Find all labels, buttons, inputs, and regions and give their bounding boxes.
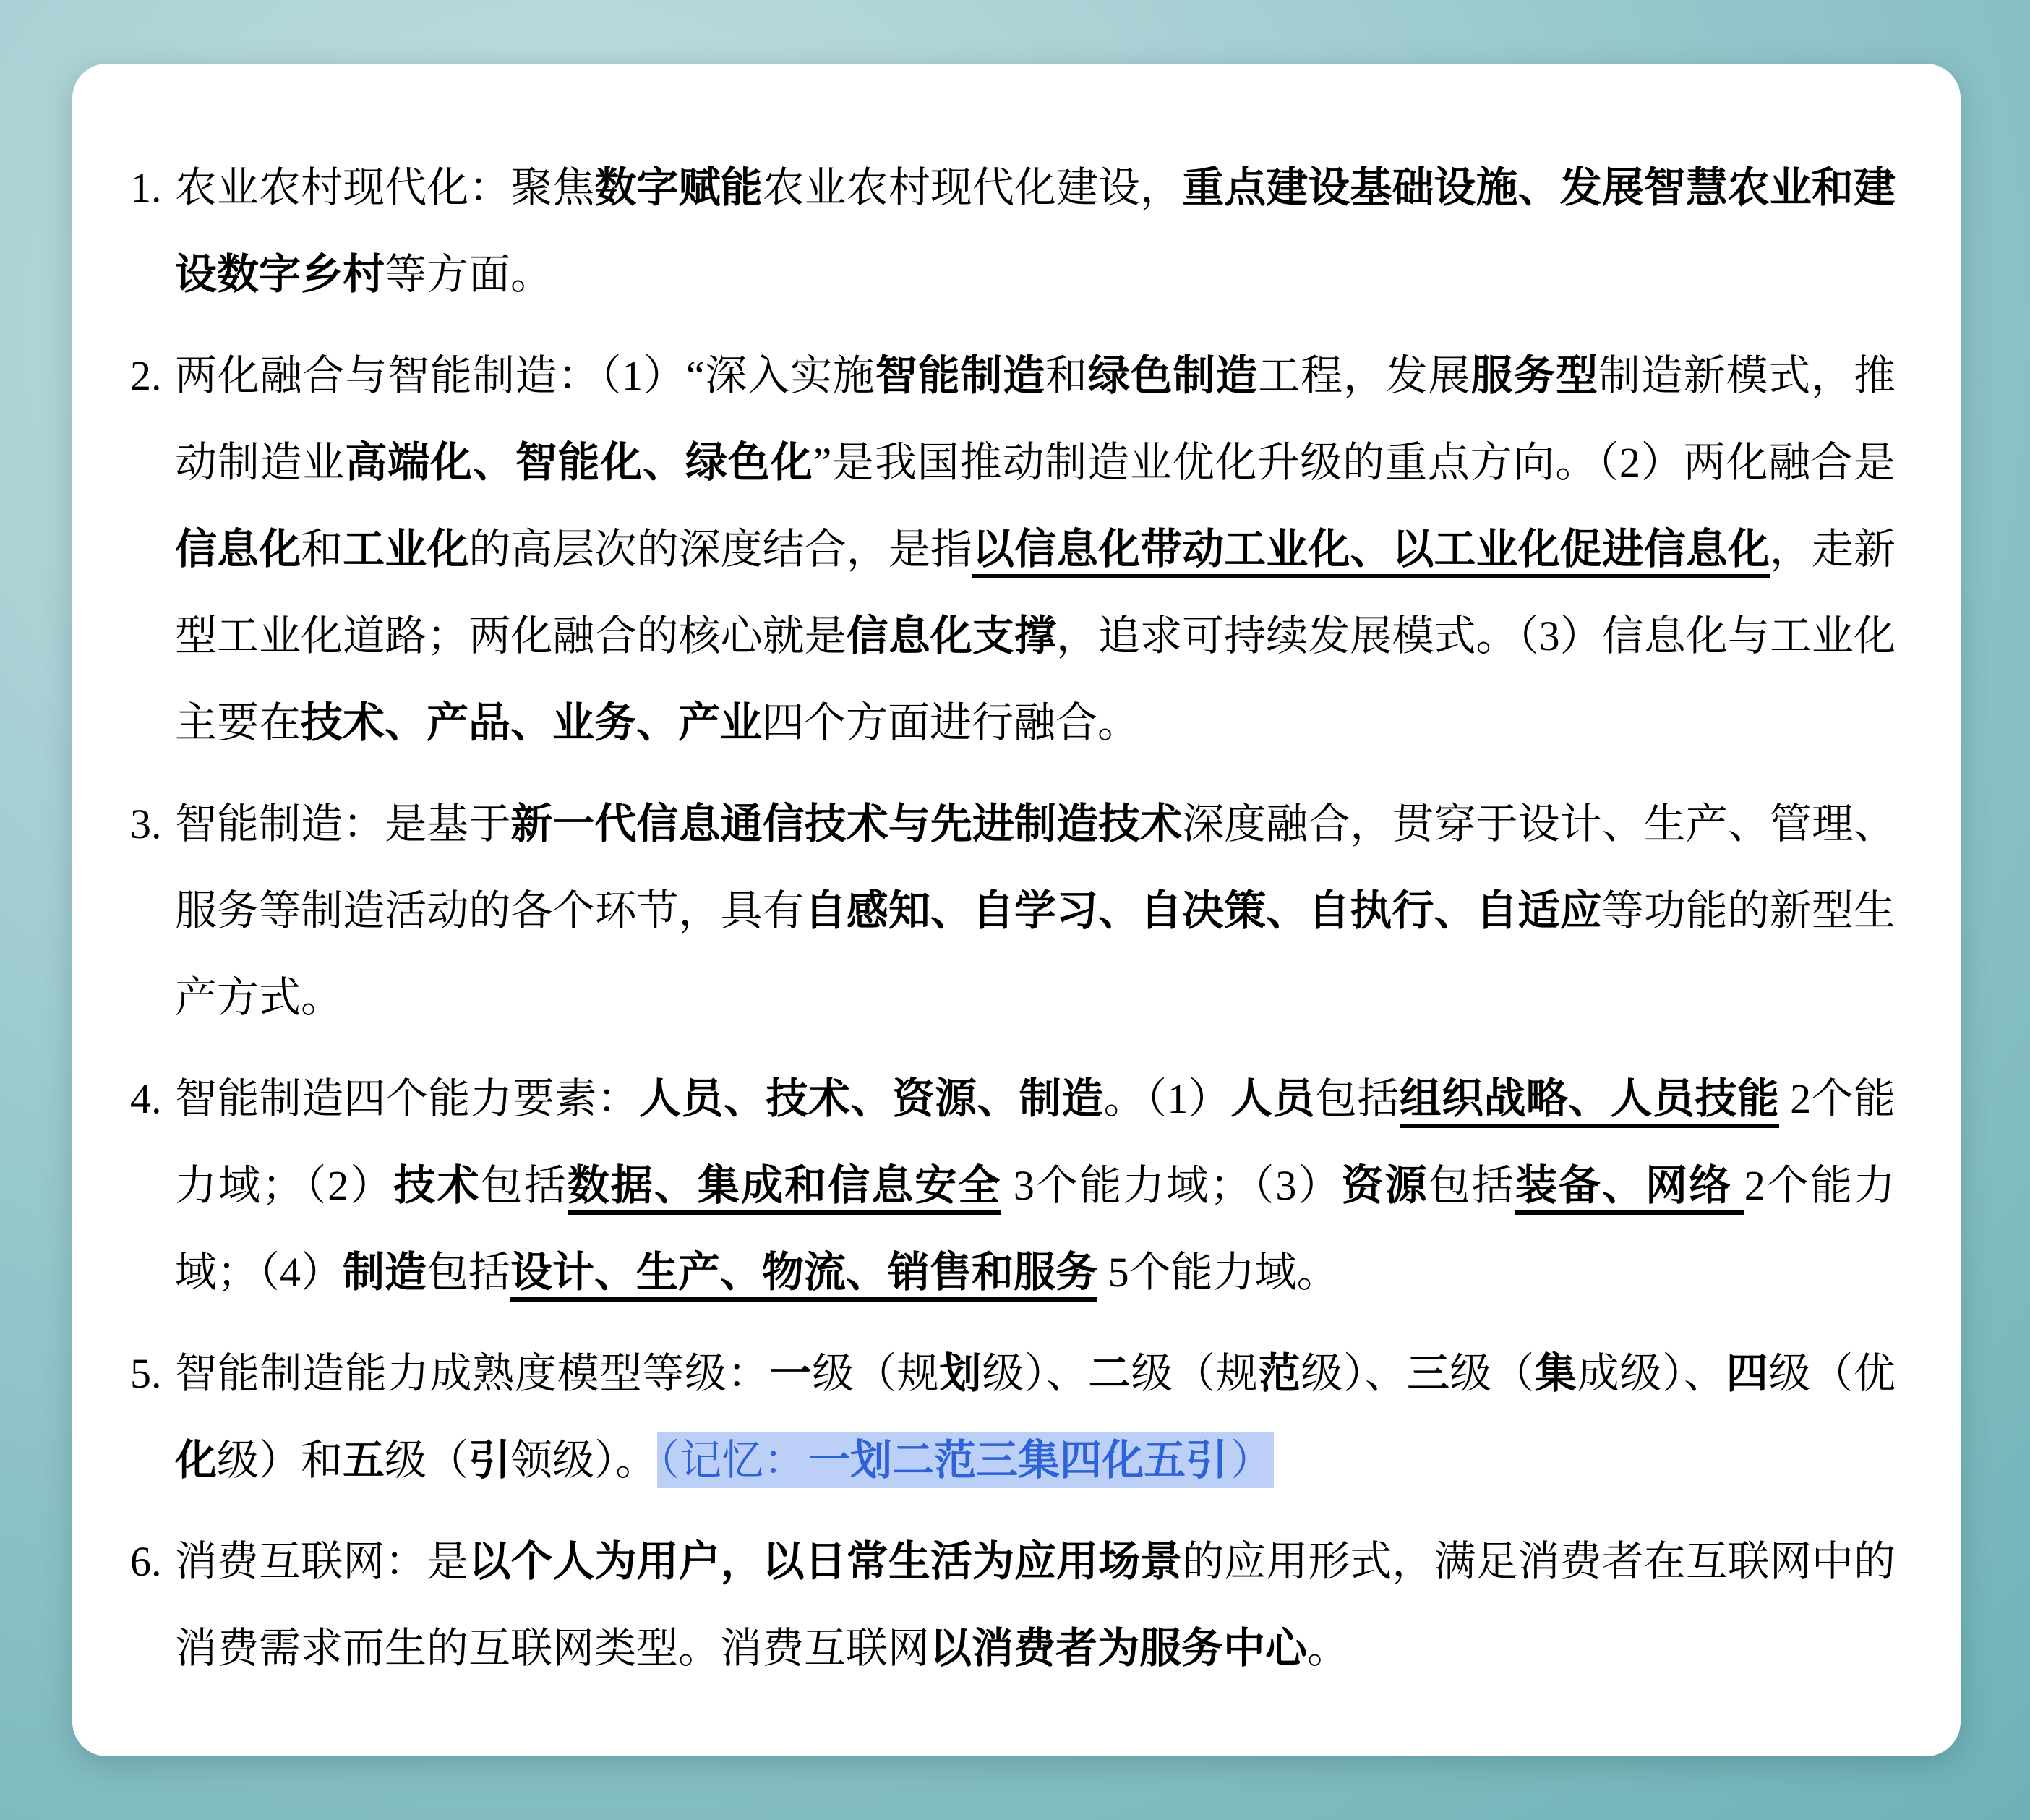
text-segment: 智能制造：是基于 (175, 800, 511, 847)
text-segment: 绿色制造 (1087, 352, 1259, 399)
text-segment: 四 (1726, 1350, 1769, 1397)
note-item (130, 145, 1896, 318)
text-segment: 2个能力域；（4） (175, 1162, 1896, 1296)
text-segment: 数字赋能 (594, 164, 763, 211)
text-segment: 包括 (1428, 1162, 1515, 1209)
text-segment: 信息化 (175, 526, 301, 573)
text-segment: 集 (1534, 1350, 1577, 1397)
text-segment: 高端化、智能化、绿色化 (345, 439, 813, 486)
text-segment: 以信息化带动工业化、以工业化促进信息化 (972, 526, 1770, 578)
note-item (130, 1518, 1896, 1692)
text-segment: 数据、集成和信息安全 (568, 1162, 1002, 1215)
text-segment: 四个方面进行融合。 (762, 699, 1140, 746)
item-number: 3. (130, 800, 162, 847)
item-number: 6. (130, 1538, 162, 1585)
text-segment: 重点建设基础设施、发展智慧农业和建设数字乡村 (175, 164, 1896, 298)
item-number: 2. (130, 352, 162, 399)
text-segment: 级）、 (1301, 1350, 1408, 1397)
text-segment: 资源 (1341, 1162, 1429, 1209)
text-segment: 智能制造能力成熟度模型等级： (175, 1350, 770, 1397)
text-segment: 级（规 (1131, 1350, 1259, 1397)
text-segment: 五 (343, 1437, 385, 1484)
text-segment: 新一代信息通信技术与先进制造技术 (510, 800, 1183, 847)
notes-list (130, 145, 1896, 1692)
note-item (130, 1330, 1896, 1504)
text-segment: 级（优 (1768, 1350, 1896, 1397)
text-segment: 包括 (1314, 1075, 1400, 1122)
text-segment: 。（1） (1103, 1075, 1231, 1122)
text-segment: 成级）、 (1577, 1350, 1726, 1397)
text-segment: 一 (769, 1350, 813, 1397)
text-segment: 级）和 (217, 1437, 343, 1484)
text-segment: 工业化 (343, 526, 469, 573)
text-segment: 人员 (1230, 1075, 1315, 1122)
text-segment: 的应用形式，满足消费者在互联网中的消费需求而生的互联网类型。消费互联网 (175, 1538, 1896, 1672)
text-segment: 二 (1088, 1350, 1131, 1397)
text-segment: ”是我国推动制造业优化升级的重点方向。（2）两化融合是 (813, 439, 1896, 486)
note-item (130, 781, 1896, 1041)
text-segment: 2个能力域；（2） (175, 1075, 1896, 1209)
text-segment: 级（ (1449, 1350, 1535, 1397)
text-segment: 三 (1407, 1350, 1450, 1397)
text-segment: 农业农村现代化：聚焦 (175, 164, 595, 211)
text-segment: 包括 (480, 1162, 568, 1209)
text-segment: 制造新模式，推动制造业 (175, 352, 1896, 486)
text-segment: 自感知、自学习、自决策、自执行、自适应 (804, 887, 1602, 934)
text-segment: 技术 (393, 1162, 481, 1209)
text-segment: 智能制造四个能力要素： (175, 1075, 640, 1122)
text-segment: 深度融合，贯穿于设计、生产、管理、服务等制造活动的各个环节，具有 (175, 800, 1896, 934)
text-segment: 等方面。 (385, 251, 553, 298)
note-item (130, 333, 1896, 766)
text-segment: 级（ (385, 1437, 469, 1484)
text-segment: 领级）。 (510, 1437, 658, 1484)
text-segment: 的高层次的深度结合，是指 (468, 526, 972, 573)
highlight-segment: 一划二范三集四化五引 (807, 1432, 1229, 1488)
text-segment: 引 (468, 1437, 511, 1484)
text-segment: 组织战略、人员技能 (1400, 1075, 1780, 1128)
highlight-segment: （记忆： (657, 1432, 807, 1488)
text-segment: 级）、 (982, 1350, 1089, 1397)
text-segment: 农业农村现代化建设， (762, 164, 1183, 211)
notes-card (72, 64, 1961, 1756)
text-segment: 服务型 (1470, 352, 1598, 399)
text-segment: ，追求可持续发展模式。（3）信息化与工业化主要在 (175, 612, 1896, 746)
text-segment: 信息化支撑 (846, 612, 1057, 659)
text-segment: 装备、网络 (1515, 1162, 1744, 1215)
text-segment: 以消费者为服务中心 (930, 1625, 1308, 1672)
text-segment: 5个能力域。 (1097, 1249, 1339, 1296)
text-segment: 制造 (343, 1249, 427, 1296)
item-number: 1. (130, 164, 162, 211)
item-number: 5. (130, 1350, 162, 1397)
text-segment: 。 (1307, 1625, 1350, 1672)
text-segment: 人员、技术、资源、制造 (639, 1075, 1104, 1122)
text-segment: 设计、生产、物流、销售和服务 (510, 1249, 1097, 1302)
text-segment: 包括 (427, 1249, 511, 1296)
text-segment: 等功能的新型生产方式。 (175, 887, 1896, 1021)
text-segment: 两化融合与智能制造：（1）“深入实施 (175, 352, 875, 399)
item-number: 4. (130, 1075, 162, 1122)
text-segment: 技术、产品、业务、产业 (301, 699, 763, 746)
text-segment: 化 (175, 1437, 218, 1484)
text-segment: 以个人为用户，以日常生活为应用场景 (468, 1538, 1183, 1585)
text-segment: 划 (939, 1350, 982, 1397)
text-segment: 级（规 (812, 1350, 940, 1397)
highlight-segment: ） (1229, 1432, 1274, 1488)
text-segment: 工程，发展 (1258, 352, 1471, 399)
text-segment: 3个能力域；（3） (1001, 1162, 1342, 1209)
note-item (130, 1056, 1896, 1316)
text-segment: 智能制造 (875, 352, 1046, 399)
text-segment: 消费互联网：是 (175, 1538, 469, 1585)
text-segment: 范 (1258, 1350, 1301, 1397)
text-segment: ，走新型工业化道路；两化融合的核心就是 (175, 526, 1896, 659)
text-segment: 和 (301, 526, 343, 573)
text-segment: 和 (1045, 352, 1088, 399)
